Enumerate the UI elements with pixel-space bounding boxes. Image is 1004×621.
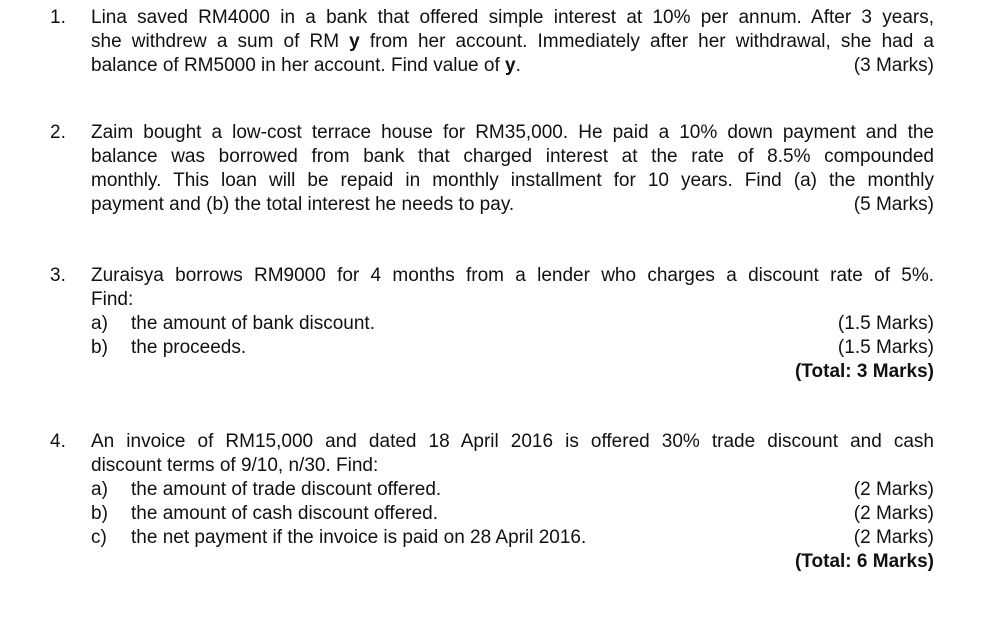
marks: (5 Marks) — [853, 194, 934, 215]
sub-question-label: b) — [91, 337, 108, 358]
text-line — [91, 54, 934, 78]
sub-question-label: a) — [91, 313, 108, 334]
sub-question-a — [91, 478, 441, 502]
question-number: 4. — [50, 431, 66, 452]
text-line: Zuraisya borrows RM9000 for 4 months from a lender who charges a discount rate of 5%. — [91, 265, 934, 286]
sub-question-b — [91, 336, 246, 360]
sub-question-label: c) — [91, 527, 107, 548]
text-segment: balance of RM5000 in her account. Find value of — [91, 55, 506, 76]
variable-y: y — [349, 31, 360, 52]
text-line: An invoice of RM15,000 and dated 18 April 2016 is offered 30% trade discount and cash — [91, 431, 934, 452]
sub-question-text: the proceeds. — [131, 337, 247, 358]
text-segment: she withdrew a sum of RM — [91, 31, 350, 52]
text-line: monthly. This loan will be repaid in monthly installment for 10 years. Find (a) the monthly — [91, 170, 934, 191]
text-line: Zaim bought a low-cost terrace house for RM35,000. He paid a 10% down payment and the — [91, 122, 934, 143]
text-segment: from her account. Immediately after her withdrawal, she had a — [359, 31, 934, 52]
text-line: Lina saved RM4000 in a bank that offered simple interest at 10% per annum. After 3 years, — [91, 7, 934, 28]
text-segment: . — [515, 55, 521, 76]
marks: (1.5 Marks) — [837, 337, 934, 358]
sub-question-b — [91, 502, 438, 526]
text-line: discount terms of 9/10, n/30. Find: — [91, 455, 379, 476]
question-number: 3. — [50, 265, 66, 286]
question-text — [91, 121, 934, 217]
question-text — [91, 6, 934, 78]
sub-question-text: the amount of cash discount offered. — [131, 503, 439, 524]
marks: (3 Marks) — [853, 55, 934, 76]
sub-question-text: the net payment if the invoice is paid on 28 April 2016. — [131, 527, 587, 548]
marks: (1.5 Marks) — [837, 313, 934, 334]
text-line — [91, 30, 934, 54]
question-number: 2. — [50, 122, 66, 143]
marks: (2 Marks) — [853, 503, 934, 524]
total-marks: (Total: 3 Marks) — [794, 361, 934, 382]
sub-question-a — [91, 312, 375, 336]
question-number: 1. — [50, 7, 66, 28]
question-text — [91, 264, 934, 312]
text-line: Find: — [91, 289, 134, 310]
text-line: balance was borrowed from bank that charged interest at the rate of 8.5% compounded — [91, 146, 934, 167]
sub-question-label: b) — [91, 503, 108, 524]
sub-question-text: the amount of trade discount offered. — [131, 479, 442, 500]
variable-y: y — [505, 55, 516, 76]
sub-question-c — [91, 526, 586, 550]
marks: (2 Marks) — [853, 527, 934, 548]
text-line: payment and (b) the total interest he needs to pay. — [91, 194, 515, 215]
sub-question-text: the amount of bank discount. — [131, 313, 375, 334]
question-text — [91, 430, 934, 478]
sub-question-label: a) — [91, 479, 108, 500]
total-marks: (Total: 6 Marks) — [794, 551, 934, 572]
marks: (2 Marks) — [853, 479, 934, 500]
